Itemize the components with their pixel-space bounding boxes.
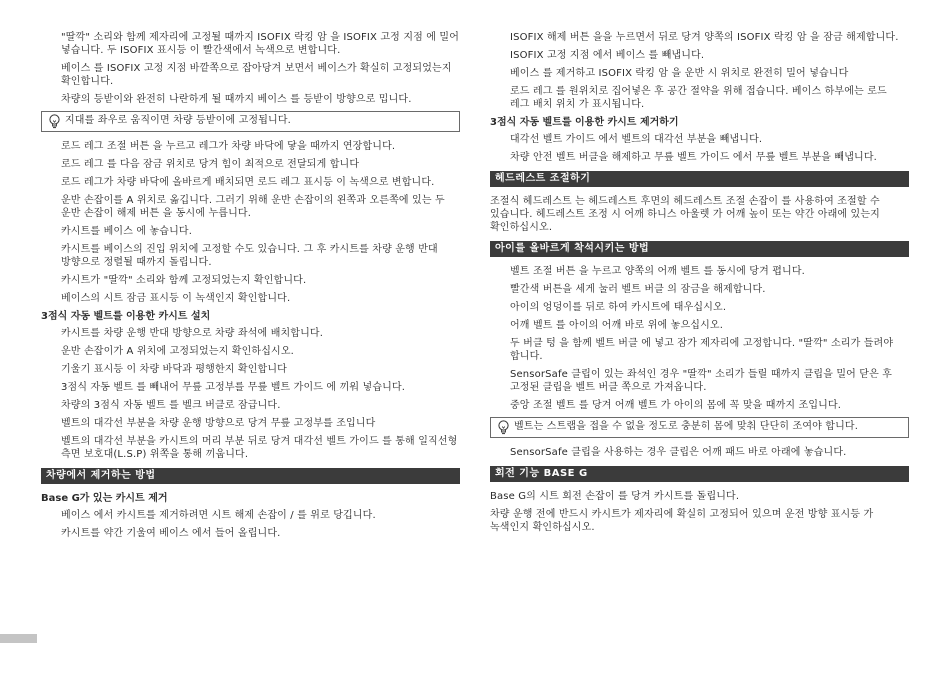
instruction-text: 운반 손잡이를 A 위치로 옮깁니다. 그러기 위해 운반 손잡이의 왼쪽과 오른쪽에 있는 두 운반 손잡이 해제 버튼 을 동시에 누릅니다. xyxy=(61,195,445,219)
section-header-bar: 회전 기능 BASE G xyxy=(490,466,909,482)
instruction-text: 벨트의 대각선 부분을 차량 운행 방향으로 당겨 무릎 고정부를 조입니다 xyxy=(61,418,376,429)
instruction-text: 3점식 자동 벨트 를 빼내어 무릎 고정부를 무릎 벨트 가이드 에 끼워 넣습니다. xyxy=(61,382,406,393)
instruction-text: 카시트를 베이스 에 놓습니다. xyxy=(61,226,193,237)
left-column xyxy=(41,0,460,545)
instruction-text: "딸깍" 소리와 함께 제자리에 고정될 때까지 ISOFIX 락킹 암 을 ISOFIX 고정 지점 에 밀어 넣습니다. 두 ISOFIX 표시등 이 빨간색에서 녹색으로 변합니다. xyxy=(61,32,460,56)
section-subheading: 3점식 자동 벨트를 이용한 카시트 제거하기 xyxy=(490,117,679,128)
instruction-text: 대각선 벨트 가이드 에서 벨트의 대각선 부분을 빼냅니다. xyxy=(510,134,763,145)
instruction-text: 로드 레그 를 다음 잠금 위치로 당겨 힘이 최적으로 전달되게 합니다 xyxy=(61,159,360,170)
tip-text: 벨트는 스트랩을 접을 수 없을 정도로 충분히 몸에 맞춰 단단히 조여야 합니다. xyxy=(514,421,859,432)
instruction-text: 벨트 조절 버튼 을 누르고 양쪽의 어깨 벨트 를 동시에 당겨 폅니다. xyxy=(510,266,806,277)
lightbulb-icon xyxy=(497,420,510,435)
tip-box xyxy=(41,111,460,132)
section-header-bar: 아이를 올바르게 착석시키는 방법 xyxy=(490,241,909,257)
instruction-text: ISOFIX 해제 버튼 을을 누르면서 뒤로 당겨 양쪽의 ISOFIX 락킹 암 을 잠금 해제합니다. xyxy=(510,32,899,43)
page-edge-tab xyxy=(0,634,37,643)
instruction-text: SensorSafe 클립을 사용하는 경우 클립은 어깨 패드 바로 아래에 놓습니다. xyxy=(510,447,847,458)
instruction-text: 아이의 엉덩이를 뒤로 하여 카시트에 태우십시오. xyxy=(510,302,727,313)
instruction-text: 운반 손잡이가 A 위치에 고정되었는지 확인하십시오. xyxy=(61,346,294,357)
instruction-text: 기울기 표시등 이 차량 바닥과 평행한지 확인합니다 xyxy=(61,364,287,375)
right-column xyxy=(490,0,909,539)
instruction-text: 카시트를 차량 운행 반대 방향으로 차량 좌석에 배치합니다. xyxy=(61,328,324,339)
instruction-text: 카시트를 베이스의 진입 위치에 고정할 수도 있습니다. 그 후 카시트를 차량 운행 반대 방향으로 정렬될 때까지 돌립니다. xyxy=(61,244,438,268)
section-subheading: Base G가 있는 카시트 제거 xyxy=(41,493,168,504)
instruction-text: 두 버클 텅 을 함께 벨트 버클 에 넣고 잠가 제자리에 고정합니다. "딸깍" 소리가 들려야 합니다. xyxy=(510,338,894,362)
instruction-text: 카시트가 "딸깍" 소리와 함께 고정되었는지 확인합니다. xyxy=(61,275,307,286)
instruction-text: SensorSafe 클립이 있는 좌석인 경우 "딸깍" 소리가 들릴 때까지 클립을 밀어 닫은 후 고정된 클립을 벨트 버클 쪽으로 가져옵니다. xyxy=(510,369,893,393)
instruction-text: 베이스 를 제거하고 ISOFIX 락킹 암 을 운반 시 위치로 완전히 밀어 넣습니다 xyxy=(510,68,849,79)
body-text: 조절식 헤드레스트 는 헤드레스트 후면의 헤드레스트 조절 손잡이 를 사용하여 조절할 수 있습니다. 헤드레스트 조정 시 어깨 하니스 아울렛 가 어깨 높이 또는 약간 아래에 있는지 확인하십시오. xyxy=(490,196,880,233)
instruction-text: 벨트의 대각선 부분을 카시트의 머리 부분 뒤로 당겨 대각선 벨트 가이드 를 통해 일직선형 측면 보호대(L.S.P) 위쪽을 통해 끼웁니다. xyxy=(61,436,458,460)
instruction-text: 차량 안전 벨트 버클을 해제하고 무릎 벨트 가이드 에서 무릎 벨트 부분을 빼냅니다. xyxy=(510,152,878,163)
instruction-text: 베이스 에서 카시트를 제거하려면 시트 해제 손잡이 / 를 위로 당깁니다. xyxy=(61,510,376,521)
section-subheading: 3점식 자동 벨트를 이용한 카시트 설치 xyxy=(41,311,211,322)
instruction-text: 차량의 3점식 자동 벨트 를 벨크 버클로 잠급니다. xyxy=(61,400,281,411)
instruction-text: ISOFIX 고정 지점 에서 베이스 를 빼냅니다. xyxy=(510,50,705,61)
instruction-text: 로드 레그 조절 버튼 을 누르고 레그가 차량 바닥에 닿을 때까지 연장합니다. xyxy=(61,141,396,152)
instruction-text: 차량의 등받이와 완전히 나란하게 될 때까지 베이스 를 등받이 방향으로 밉니다. xyxy=(61,94,412,105)
instruction-text: 베이스의 시트 잠금 표시등 이 녹색인지 확인합니다. xyxy=(61,293,291,304)
instruction-text: 로드 레그가 차량 바닥에 올바르게 배치되면 로드 레그 표시등 이 녹색으로 변합니다. xyxy=(61,177,435,188)
tip-text: 지대를 좌우로 움직이면 차량 등받이에 고정됩니다. xyxy=(65,115,291,126)
instruction-text: 빨간색 버튼을 세게 눌러 벨트 버클 의 잠금을 해제합니다. xyxy=(510,284,766,295)
instruction-text: 베이스 를 ISOFIX 고정 지점 바깥쪽으로 잡아당겨 보면서 베이스가 확실히 고정되었는지 확인합니다. xyxy=(61,63,452,87)
lightbulb-icon xyxy=(48,114,61,129)
instruction-text: 카시트를 약간 기울여 베이스 에서 들어 올립니다. xyxy=(61,528,281,539)
section-header-bar: 차량에서 제거하는 방법 xyxy=(41,468,460,484)
body-text: Base G의 시트 회전 손잡이 를 당겨 카시트를 돌립니다. xyxy=(490,491,740,502)
instruction-text: 로드 레그 를 원위치로 집어넣은 후 공간 절약을 위해 접습니다. 베이스 하부에는 로드 레그 배치 위치 가 표시됩니다. xyxy=(510,86,887,110)
tip-box xyxy=(490,417,909,438)
body-text: 차량 운행 전에 반드시 카시트가 제자리에 확실히 고정되어 있으며 운전 방향 표시등 가 녹색인지 확인하십시오. xyxy=(490,509,874,533)
section-header-bar: 헤드레스트 조절하기 xyxy=(490,171,909,187)
instruction-text: 어깨 벨트 를 아이의 어깨 바로 위에 놓으십시오. xyxy=(510,320,724,331)
instruction-text: 중앙 조절 벨트 를 당겨 어깨 벨트 가 아이의 몸에 꼭 맞을 때까지 조입니다. xyxy=(510,400,842,411)
